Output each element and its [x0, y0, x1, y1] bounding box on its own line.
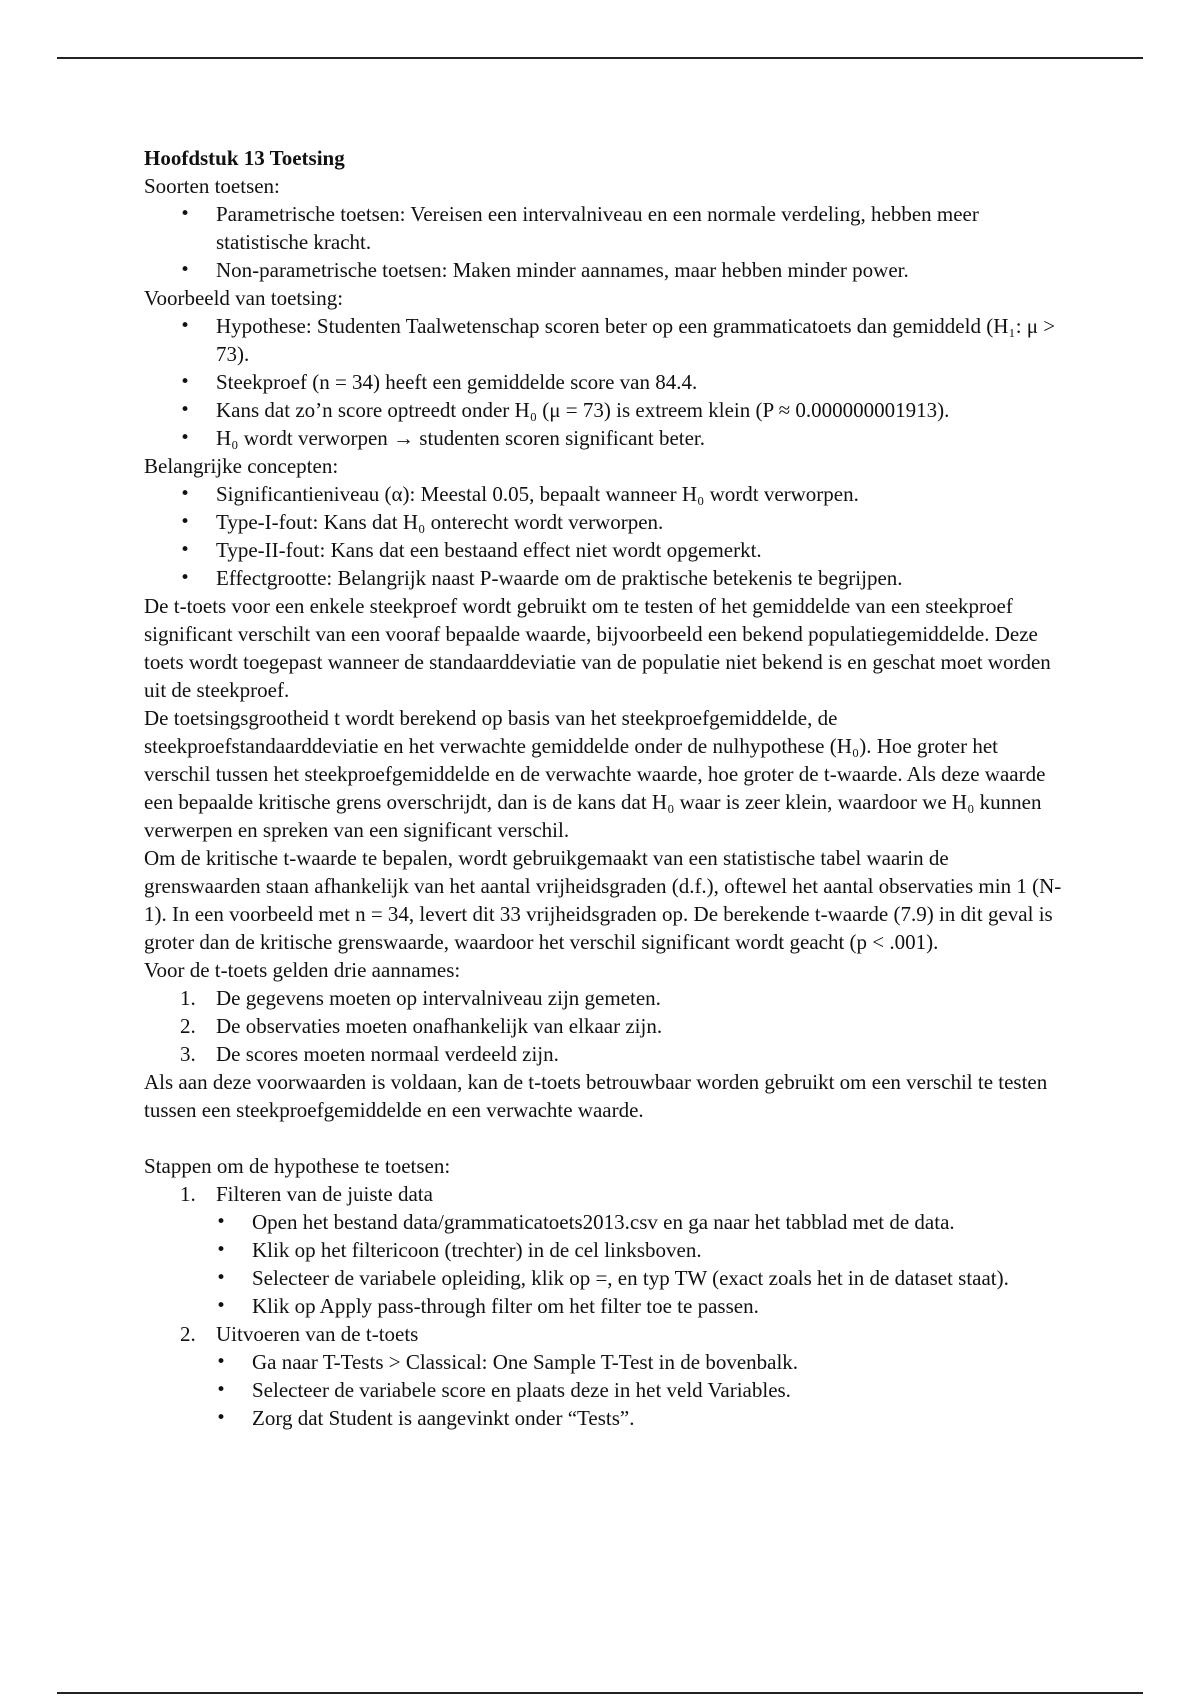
steps-label: Stappen om de hypothese te toetsen: [144, 1154, 451, 1178]
concepts-list [144, 480, 1064, 592]
list-item: • Significantieniveau (α): Meestal 0.05, bepaalt wanneer H₀ wordt verworpen. [216, 480, 1064, 508]
test-types-list [144, 200, 1064, 284]
list-item: • Parametrische toetsen: Vereisen een intervalniveau en een normale verdeling, hebben meer statistische kracht. [216, 200, 1064, 256]
list-item: • Klik op het filtericoon (trechter) in de cel linksboven. [252, 1236, 1064, 1264]
list-number: 3. [180, 1042, 196, 1066]
list-item [180, 984, 1064, 1012]
paragraph-conclusion: Als aan deze voorwaarden is voldaan, kan de t-toets betrouwbaar worden gebruikt om een verschil te testen tussen een steekproefgemiddelde en een verwachte waarde. [144, 1070, 1048, 1122]
document-body [144, 144, 1064, 1432]
list-item: • Zorg dat Student is aangevinkt onder “Tests”. [252, 1404, 1064, 1432]
list-item: • Type-I-fout: Kans dat H₀ onterecht wordt verworpen. [216, 508, 1064, 536]
assumptions-list [144, 984, 1064, 1068]
footer-rule [57, 1692, 1143, 1694]
list-item: • Selecteer de variabele opleiding, klik op =, en typ TW (exact zoals het in de dataset staat). [252, 1264, 1064, 1292]
blank-line [144, 1124, 1064, 1152]
list-item: • Selecteer de variabele score en plaats deze in het veld Variables. [252, 1376, 1064, 1404]
step-item [180, 1320, 1064, 1432]
paragraph-test-statistic: De toetsingsgrootheid t wordt berekend op basis van het steekproefgemiddelde, de steekproefstandaarddeviatie en het verwachte gemiddelde onder de nulhypothese (H₀). Hoe groter het verschil tussen het steekproefgemiddelde en de verwachte waarde, hoe groter de t-waarde. Als deze waarde een bepaalde kritische grens overschrijdt, dan is de kans dat H₀ waar is zeer klein, waardoor we H₀ kunnen verwerpen en spreken van een significant verschil. [144, 706, 1046, 842]
list-item: • Effectgrootte: Belangrijk naast P-waarde om de praktische betekenis te begrijpen. [216, 564, 1064, 592]
example-list [144, 312, 1064, 452]
test-types-label: Soorten toetsen: [144, 174, 280, 198]
list-item-text: De gegevens moeten op intervalniveau zijn gemeten. [216, 986, 661, 1010]
list-item: • Hypothese: Studenten Taalwetenschap scoren beter op een grammaticatoets dan gemiddeld (H₁: μ > 73). [216, 312, 1064, 368]
list-item: • Non-parametrische toetsen: Maken minder aannames, maar hebben minder power. [216, 256, 1064, 284]
list-item: • Type-II-fout: Kans dat een bestaand effect niet wordt opgemerkt. [216, 536, 1064, 564]
step-substeps [216, 1208, 1064, 1320]
steps-list [144, 1180, 1064, 1432]
assumptions-label: Voor de t-toets gelden drie aannames: [144, 958, 461, 982]
list-number: 1. [180, 986, 196, 1010]
list-number: 1. [180, 1182, 196, 1206]
list-item: • Klik op Apply pass-through filter om het filter toe te passen. [252, 1292, 1064, 1320]
list-item: • Ga naar T-Tests > Classical: One Sample T-Test in de bovenbalk. [252, 1348, 1064, 1376]
list-item [180, 1040, 1064, 1068]
step-substeps [216, 1348, 1064, 1432]
list-item-text: De scores moeten normaal verdeeld zijn. [216, 1042, 559, 1066]
example-label: Voorbeeld van toetsing: [144, 286, 344, 310]
list-item: • H₀ wordt verworpen → studenten scoren significant beter. [216, 424, 1064, 452]
paragraph-critical-value: Om de kritische t-waarde te bepalen, wordt gebruikgemaakt van een statistische tabel waarin de grenswaarden staan afhankelijk van het aantal vrijheidsgraden (d.f.), oftewel het aantal observaties min 1 (N-1). In een voorbeeld met n = 34, levert dit 33 vrijheidsgraden op. De berekende t-waarde (7.9) in dit geval is groter dan de kritische grenswaarde, waardoor het verschil significant wordt geacht (p < .001). [144, 846, 1062, 954]
list-number: 2. [180, 1322, 196, 1346]
list-number: 2. [180, 1014, 196, 1038]
list-item-text: De observaties moeten onafhankelijk van elkaar zijn. [216, 1014, 663, 1038]
header-rule [57, 57, 1143, 59]
chapter-title: Hoofdstuk 13 Toetsing [144, 146, 345, 170]
concepts-label: Belangrijke concepten: [144, 454, 339, 478]
step-item [180, 1180, 1064, 1320]
step-title: Uitvoeren van de t-toets [216, 1322, 419, 1346]
step-title: Filteren van de juiste data [216, 1182, 433, 1206]
list-item: • Kans dat zo’n score optreedt onder H₀ (μ = 73) is extreem klein (P ≈ 0.000000001913). [216, 396, 1064, 424]
list-item: • Open het bestand data/grammaticatoets2013.csv en ga naar het tabblad met de data. [252, 1208, 1064, 1236]
list-item: • Steekproef (n = 34) heeft een gemiddelde score van 84.4. [216, 368, 1064, 396]
paragraph-ttest-intro: De t-toets voor een enkele steekproef wordt gebruikt om te testen of het gemiddelde van een steekproef significant verschilt van een vooraf bepaalde waarde, bijvoorbeeld een bekend populatiegemiddelde. Deze toets wordt toegepast wanneer de standaarddeviatie van de populatie niet bekend is en geschat moet worden uit de steekproef. [144, 594, 1051, 702]
list-item [180, 1012, 1064, 1040]
